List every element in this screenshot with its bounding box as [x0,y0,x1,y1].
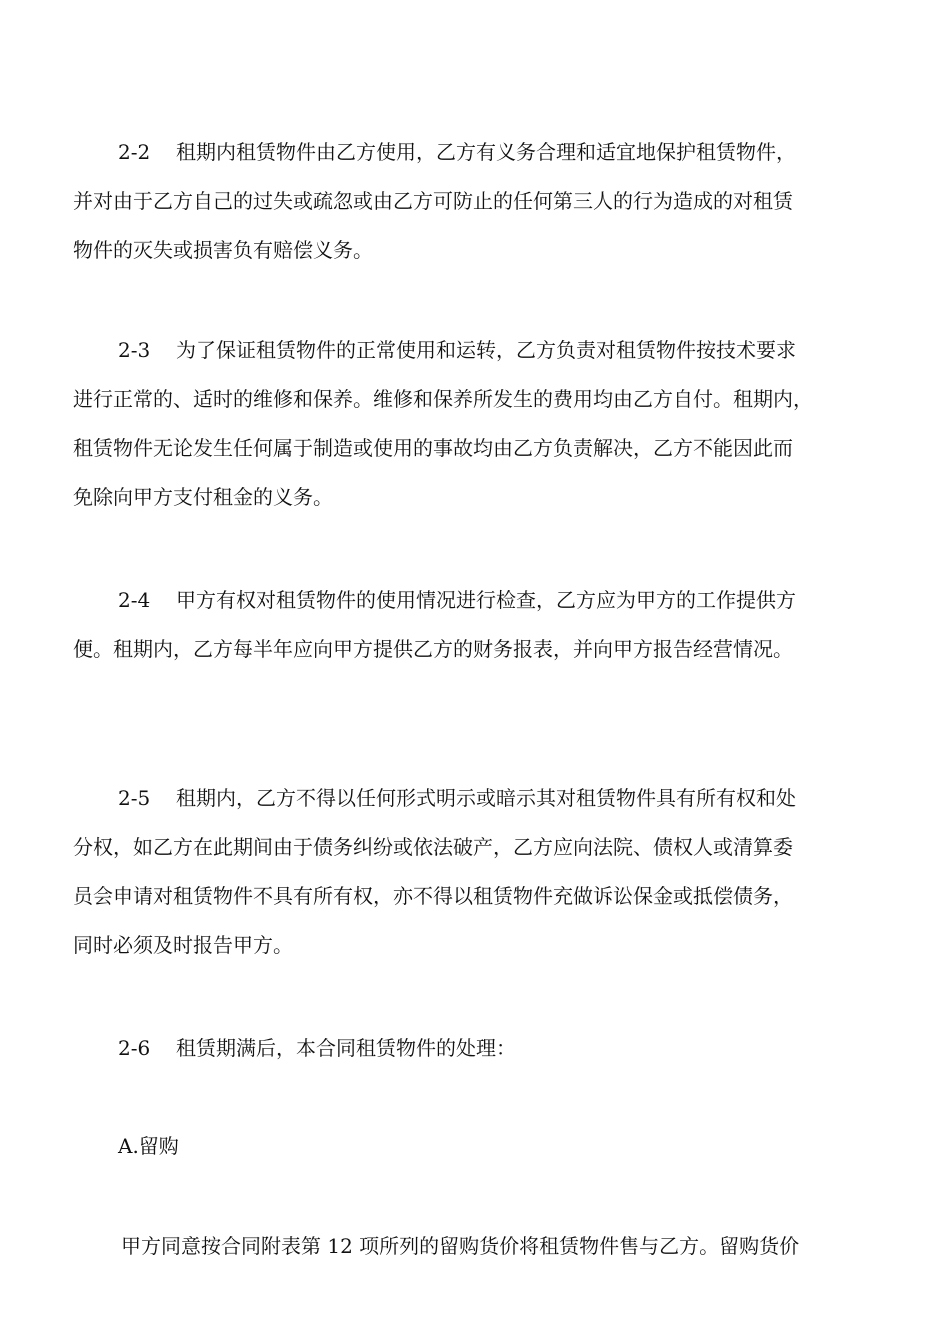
clause-2-4 [73,576,883,674]
clause-text-line: 分权，如乙方在此期间由于债务纠纷或依法破产，乙方应向法院、债权人或清算委 [73,835,793,859]
subheading-text: A.留购 [118,1134,179,1158]
clause-text-line: 员会申请对租赁物件不具有所有权，亦不得以租赁物件充做诉讼保金或抵偿债务， [73,884,793,908]
clause-text-line: 并对由于乙方自己的过失或疏忽或由乙方可防止的任何第三人的行为造成的对租赁 [73,189,793,213]
clause-number: 2-4 [118,588,151,612]
subheading-a [73,1122,883,1171]
clause-text-line: 为了保证租赁物件的正常使用和运转，乙方负责对租赁物件按技术要求 [176,338,796,362]
clause-text-line: 同时必须及时报告甲方。 [73,933,293,957]
clause-text-line: 租赁物件无论发生任何属于制造或使用的事故均由乙方负责解决，乙方不能因此而 [73,436,793,460]
final-paragraph [73,1222,883,1271]
clause-text-line: 甲方有权对租赁物件的使用情况进行检查，乙方应为甲方的工作提供方 [176,588,796,612]
clause-number: 2-6 [118,1036,151,1060]
clause-2-5 [73,774,883,970]
clause-number: 2-5 [118,786,151,810]
clause-text-line: 租期内租赁物件由乙方使用，乙方有义务合理和适宜地保护租赁物件， [176,140,796,164]
clause-2-6 [73,1024,883,1073]
clause-2-3 [73,326,883,522]
clause-text-line: 租赁期满后，本合同租赁物件的处理： [176,1036,516,1060]
clause-2-2 [73,128,883,275]
clause-text-line: 便。租期内，乙方每半年应向甲方提供乙方的财务报表，并向甲方报告经营情况。 [73,637,793,661]
clause-text-line: 进行正常的、适时的维修和保养。维修和保养所发生的费用均由乙方自付。租期内， [73,387,813,411]
clause-text-line: 租期内，乙方不得以任何形式明示或暗示其对租赁物件具有所有权和处 [176,786,796,810]
final-paragraph-text: 甲方同意按合同附表第 12 项所列的留购货价将租赁物件售与乙方。留购货价 [121,1234,800,1258]
clause-number: 2-3 [118,338,151,362]
clause-text-line: 物件的灭失或损害负有赔偿义务。 [73,238,373,262]
clause-number: 2-2 [118,140,151,164]
clause-text-line: 免除向甲方支付租金的义务。 [73,485,333,509]
